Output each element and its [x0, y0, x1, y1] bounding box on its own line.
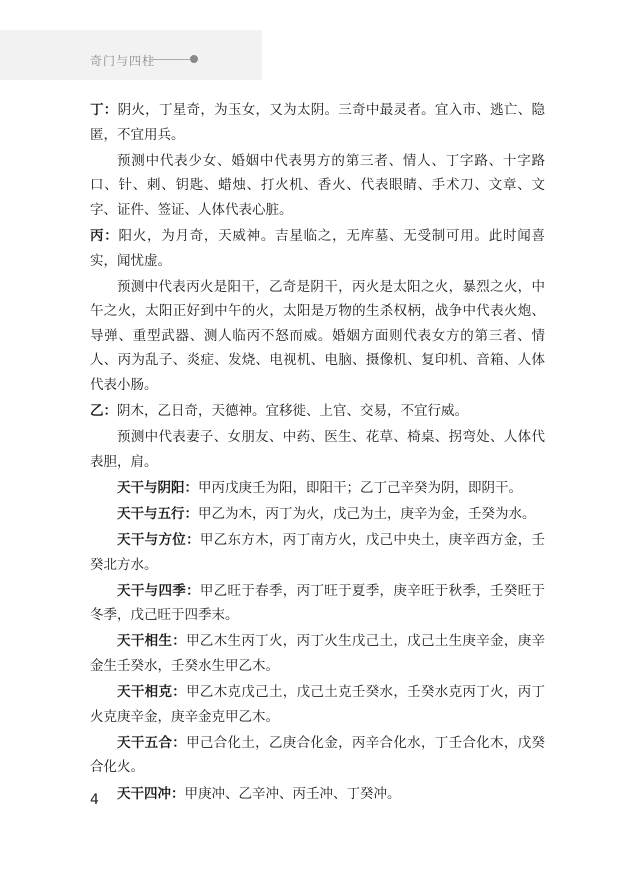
term-heading: 乙： — [90, 403, 117, 420]
paragraph-text: 阴火，丁星奇，为玉女，又为太阴。三奇中最灵者。宜入市、逃亡、隐匿，不宜用兵。 — [90, 102, 545, 143]
page-body — [90, 98, 545, 808]
term-heading: 天干相克： — [117, 684, 187, 701]
paragraph-text: 甲丙戊庚壬为阳，即阳干；乙丁己辛癸为阴，即阴干。 — [198, 479, 522, 496]
term-heading: 天干与方位： — [117, 532, 200, 549]
header-dot-icon — [190, 55, 198, 63]
paragraph-text: 甲乙木生丙丁火，丙丁火生戊己土，戊己土生庚辛金，庚辛金生壬癸水，壬癸水生甲乙木。 — [90, 633, 546, 675]
term-heading: 天干与五行： — [117, 506, 198, 522]
paragraph-tiangan-sichong — [90, 782, 545, 807]
term-heading: 天干与阴阳： — [117, 479, 198, 496]
header-rule — [150, 59, 192, 60]
paragraph-text: 甲庚冲、乙辛冲、丙壬冲、丁癸冲。 — [184, 785, 401, 802]
paragraph-text: 预测中代表妻子、女朋友、中药、医生、花草、椅桌、拐弯处、人体代表胆，肩。 — [90, 429, 545, 470]
paragraph-text: 预测中代表丙火是阳干，乙奇是阴干，丙火是太阳之火，暴烈之火，中午之火，太阳正好到中午的火，太阳是万物的生杀权柄，战争中代表火炮、导弹、重型武器、测人临丙不怒而威。婚姻方面则代表女方的第三者、情人、丙为乱子、炎症、发烧、电视机、电脑、摄像机、复印机、音箱、人体代表小肠。 — [90, 278, 545, 394]
paragraph-text: 甲乙东方木，丙丁南方火，戊己中央土，庚辛西方金，壬癸北方水。 — [90, 532, 546, 573]
paragraph-tiangan-wuhe — [90, 731, 545, 780]
term-heading: 天干相生： — [117, 633, 187, 650]
paragraph-bing — [90, 224, 545, 273]
paragraph-yi-prediction — [90, 425, 545, 474]
term-heading: 丁： — [90, 102, 118, 118]
paragraph-text: 甲己合化土，乙庚合化金，丙辛合化水，丁壬合化木，戊癸合化火。 — [90, 734, 546, 776]
term-heading: 天干五合： — [117, 734, 187, 751]
paragraph-tiangan-xiangke — [90, 680, 545, 729]
paragraph-ding — [90, 98, 545, 147]
paragraph-text: 阳火，为月奇，天威神。吉星临之，无库墓、无受制可用。此时闻喜实，闻忧虚。 — [90, 227, 545, 269]
paragraph-bing-prediction — [90, 275, 545, 398]
paragraph-tiangan-yinyang — [90, 476, 545, 501]
paragraph-text: 甲乙旺于春季，丙丁旺于夏季，庚辛旺于秋季，壬癸旺于冬季，戊己旺于四季末。 — [90, 582, 546, 624]
running-header-title: 奇门与四柱 — [90, 54, 156, 68]
paragraph-tiangan-fangwei — [90, 528, 545, 577]
paragraph-tiangan-wuxing — [90, 502, 545, 527]
paragraph-text: 甲乙木克戊己土，戊己土克壬癸水，壬癸水克丙丁火，丙丁火克庚辛金，庚辛金克甲乙木。 — [90, 684, 546, 725]
paragraph-tiangan-xiangsheng — [90, 629, 545, 678]
paragraph-text: 预测中代表少女、婚姻中代表男方的第三者、情人、丁字路、十字路口、针、刺、钥匙、蜡烛、打火机、香火、代表眼睛、手术刀、文章、文字、证件、签证、人体代表心脏。 — [90, 152, 545, 218]
term-heading: 天干与四季： — [117, 582, 200, 599]
page-number: 4 — [90, 792, 99, 808]
paragraph-ding-prediction — [90, 149, 545, 223]
paragraph-yi — [90, 399, 545, 424]
term-heading: 丙： — [90, 227, 119, 244]
term-heading: 天干四冲： — [117, 785, 185, 802]
paragraph-tiangan-siji — [90, 579, 545, 628]
paragraph-text: 阴木，乙日奇，天德神。宜移徙、上官、交易，不宜行威。 — [117, 403, 468, 420]
paragraph-text: 甲乙为木，丙丁为火，戊己为土，庚辛为金，壬癸为水。 — [198, 506, 536, 522]
